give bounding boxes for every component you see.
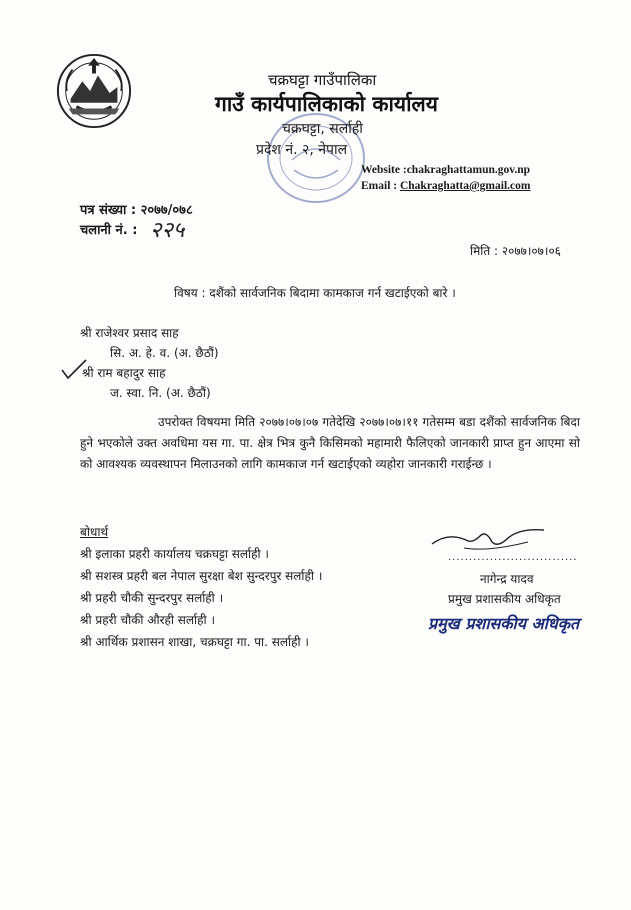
website-value[interactable]: chakraghattamun.gov.np [406, 164, 531, 176]
letter-body: उपरोक्त विषयमा मिति २०७७।०७।०७ गतेदेखि २०७७।०७।११ गतेसम्म बडा दशैंको सार्वजनिक बिदा हुने भएकोले उक्त अवधिमा यस गा. पा. क्षेत्र भित्र कुनै किसिमको महामारी फैलिएको जानकारी प्राप्त हुन आएमा सो को आवश्यक व्यवस्थापन मिलाउनको लागि कामकाज गर्न खटाईएको व्यहोरा जानकारी गराईन्छ । [80, 415, 580, 471]
email-value[interactable]: Chakraghatta@gmail.com [399, 180, 531, 192]
website-label: Website : [361, 164, 407, 176]
office-title: गाउँ कार्यपालिकाको कार्यालय [215, 92, 438, 116]
website-line [361, 164, 530, 176]
recipient-2-name: श्री राम बहादुर साह [82, 366, 166, 380]
signatory-title: प्रमुख प्रशासकीय अधिकृत [448, 592, 561, 606]
chalani-number-handwritten: २२५ [150, 218, 185, 243]
email-label: Email : [361, 180, 398, 192]
nepal-emblem-icon [55, 52, 133, 130]
email-line [361, 180, 530, 192]
cc-item: श्री सशस्त्र प्रहरी बल नेपाल सुरक्षा बेश सुन्दरपुर सर्लाही । [80, 569, 323, 583]
recipient-2-post: ज. स्वा. नि. (अ. छैठौं) [110, 386, 211, 400]
letter-date: मिति : २०७७।०७।०६ [470, 244, 561, 258]
signatory-name: नागेन्द्र यादव [480, 572, 534, 586]
office-province: प्रदेश नं. २, नेपाल [256, 142, 348, 158]
chalani-label: चलानी नं. : [80, 223, 138, 238]
signatory-stamp: प्रमुख प्रशासकीय अधिकृत [428, 614, 580, 633]
cc-item: श्री आर्थिक प्रशासन शाखा, चक्रघट्टा गा. पा. सर्लाही । [80, 635, 309, 649]
cc-item: श्री प्रहरी चौकी सुन्दरपुर सर्लाही । [80, 591, 224, 605]
palika-name: चक्रघट्टा गाउँपालिका [268, 71, 377, 89]
cc-title: बोधार्थ [80, 525, 109, 539]
signature-dots: ............................... [448, 552, 578, 563]
recipient-1-post: सि. अ. हे. व. (अ. छैठौं) [110, 346, 219, 360]
patra-sankhya: पत्र संख्या : २०७७/०७८ [80, 203, 193, 218]
office-location: चक्रघट्टा, सर्लाही [282, 121, 363, 137]
cc-item: श्री प्रहरी चौकी औरही सर्लाही । [80, 613, 215, 627]
recipient-1-name: श्री राजेश्वर प्रसाद साह [80, 326, 179, 340]
letter-subject: विषय : दशैंको सार्वजनिक बिदामा कामकाज गर्न खटाईएको बारे । [174, 286, 456, 300]
cc-item: श्री इलाका प्रहरी कार्यालय चक्रघट्टा सर्लाही । [80, 547, 269, 561]
